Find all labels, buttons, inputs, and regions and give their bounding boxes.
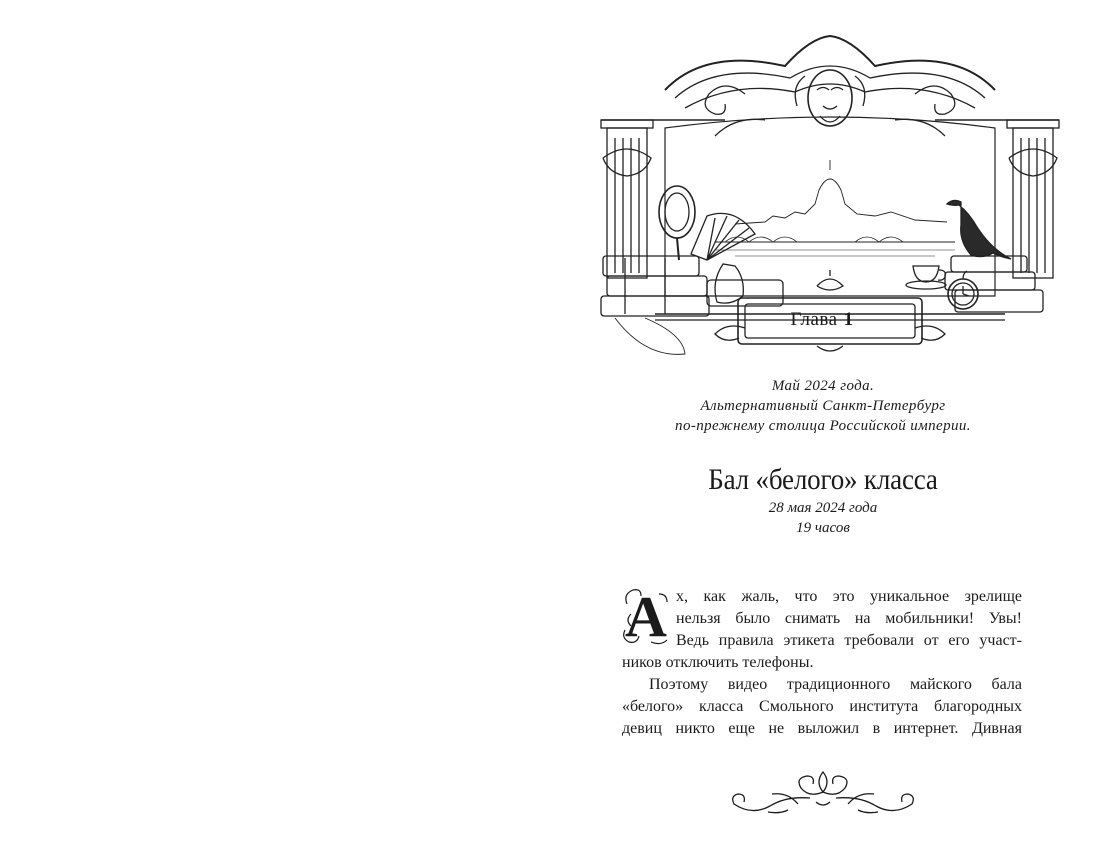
paragraph-line: х, как жаль, что это уникальное зрелище — [676, 588, 1022, 605]
epigraph-line: Альтернативный Санкт-Петербург — [700, 398, 946, 414]
epigraph — [596, 376, 1050, 436]
chapter-heading — [738, 300, 906, 340]
chapter-number: 1 — [843, 309, 854, 330]
epigraph-line: по-прежнему столица Российской империи. — [675, 418, 971, 434]
chapter-word: Глава — [790, 309, 838, 330]
chapter-title: Бал «белого» класса — [708, 463, 938, 496]
body-text — [622, 586, 1022, 740]
time-text: 19 часов — [796, 520, 850, 536]
decorative-flourish — [728, 768, 918, 816]
paragraph-line: ников отключить телефоны. — [622, 654, 814, 671]
paragraph-line: «белого» класса Смольного института благородных — [622, 698, 1022, 715]
paragraph-line: девиц никто еще не выложил в интернет. Дивная — [622, 720, 1022, 737]
drop-cap-letter: А — [625, 584, 667, 648]
paragraph-line: Ведь правила этикета требовали от его участ- — [676, 632, 1022, 649]
date-text: 28 мая 2024 года — [768, 500, 878, 516]
paragraph-line: нельзя было снимать на мобильники! Увы! — [676, 610, 1022, 627]
dateline — [596, 498, 1050, 538]
epigraph-line: Май 2024 года. — [771, 378, 875, 394]
paragraph-line: Поэтому видео традиционного майского бала — [649, 676, 1022, 693]
